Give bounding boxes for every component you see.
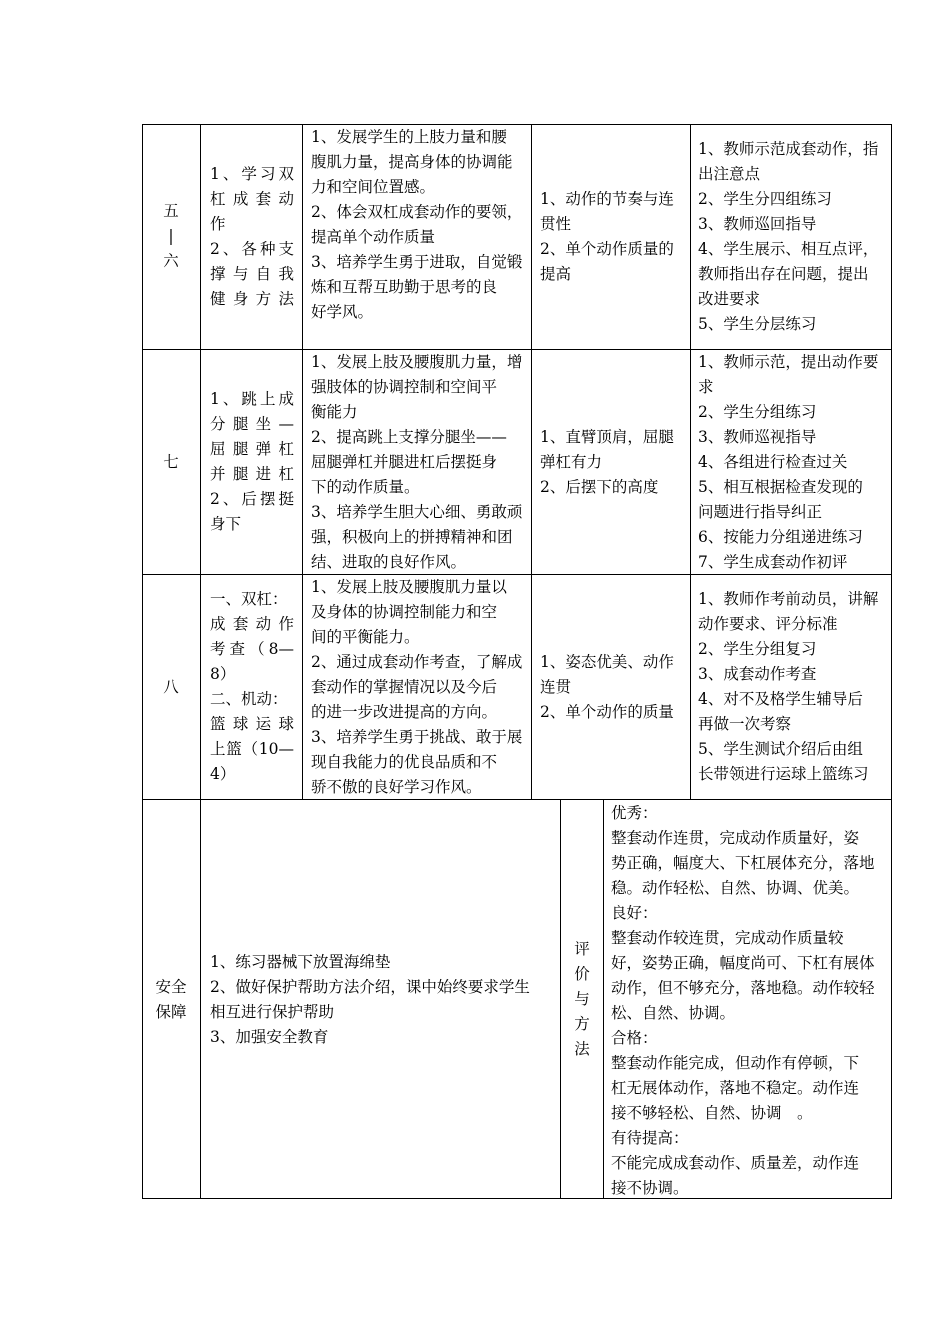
focus-line: 1、姿态优美、动作 xyxy=(540,652,674,671)
methods-line: 2、学生分组练习 xyxy=(698,402,817,421)
evaluation-line: 良好： xyxy=(611,904,658,922)
content-line: 4） xyxy=(210,765,236,783)
content-cell xyxy=(210,350,294,574)
column-divider xyxy=(302,124,303,799)
column-divider xyxy=(603,799,604,1199)
methods-line: 改进要求 xyxy=(698,289,761,308)
content-line: 2、后摆挺 xyxy=(210,490,294,508)
focus-line: 2、单个动作的质量 xyxy=(540,702,674,721)
safety-label-cell xyxy=(142,800,200,1199)
period-cell xyxy=(142,350,200,574)
evaluation-line: 好，姿势正确，幅度尚可、下杠有展体 xyxy=(611,954,875,972)
methods-line: 3、成套动作考查 xyxy=(698,665,817,683)
evaluation-line: 有待提高： xyxy=(611,1129,689,1147)
focus-line: 弹杠有力 xyxy=(540,452,603,471)
goals-line: 强，积极向上的拼搏精神和团 xyxy=(311,528,513,546)
focus-line: 提高 xyxy=(540,264,572,283)
methods-line: 5、学生测试介绍后由组 xyxy=(698,740,863,758)
safety-label: 保障 xyxy=(155,1002,187,1021)
evaluation-line: 动作，但不够充分，落地稳。动作较轻 xyxy=(611,979,875,997)
methods-line: 问题进行指导纠正 xyxy=(698,502,823,521)
methods-line: 4、学生展示、相互点评， xyxy=(698,239,879,258)
content-line: 杠成套动 xyxy=(210,189,294,208)
content-line: 一、双杠： xyxy=(210,590,288,608)
goals-line: 1、发展上肢及腰腹肌力量，增 xyxy=(311,353,523,371)
evaluation-line: 合格： xyxy=(611,1029,658,1047)
methods-line: 4、各组进行检查过关 xyxy=(698,452,848,471)
content-line: 分腿坐— xyxy=(210,415,294,433)
methods-line: 2、学生分组复习 xyxy=(698,640,817,658)
content-line: 考查（8— xyxy=(210,640,294,658)
goals-line: 提高单个动作质量 xyxy=(311,228,436,246)
evaluation-line: 整套动作能完成，但动作有停顿，下 xyxy=(611,1054,860,1072)
goals-line: 2、通过成套动作考查，了解成 xyxy=(311,653,523,671)
content-line: 作 xyxy=(210,214,226,233)
safety-items-cell xyxy=(210,800,558,1199)
methods-line: 7、学生成套动作初评 xyxy=(698,552,848,571)
goals-cell xyxy=(311,350,529,574)
safety-item: 相互进行保护帮助 xyxy=(210,1002,335,1021)
content-line: 屈腿弹杠 xyxy=(210,440,294,458)
goals-cell xyxy=(311,125,529,349)
content-line: 健身方法 xyxy=(210,289,294,308)
content-line: 篮球运球 xyxy=(210,715,294,733)
methods-line: 出注意点 xyxy=(698,164,761,183)
goals-cell xyxy=(311,575,529,799)
evaluation-label-cell xyxy=(561,800,603,1199)
focus-cell xyxy=(540,124,688,349)
evaluation-label: 方 xyxy=(574,1015,590,1033)
column-divider xyxy=(200,799,201,1199)
goals-line: 套动作的掌握情况以及今后 xyxy=(311,678,498,696)
methods-line: 教师指出存在问题，提出 xyxy=(698,264,869,283)
methods-line: 1、教师作考前动员，讲解 xyxy=(698,590,879,608)
goals-line: 1、发展学生的上肢力量和腰 xyxy=(311,128,507,146)
column-divider xyxy=(200,124,201,799)
evaluation-line: 不能完成成套动作、质量差，动作连 xyxy=(611,1154,860,1172)
goals-line: 及身体的协调控制能力和空 xyxy=(311,603,498,621)
methods-line: 5、学生分层练习 xyxy=(698,314,817,333)
evaluation-line: 整套动作较连贯，完成动作质量较 xyxy=(611,929,844,947)
content-cell xyxy=(210,124,294,349)
goals-line: 下的动作质量。 xyxy=(311,478,420,496)
evaluation-label: 法 xyxy=(574,1040,590,1058)
goals-line: 力和空间位置感。 xyxy=(311,178,436,196)
evaluation-text-cell xyxy=(611,801,890,1199)
methods-cell xyxy=(698,350,890,574)
focus-cell xyxy=(540,575,688,799)
evaluation-line: 接不协调。 xyxy=(611,1179,689,1197)
content-line: 8） xyxy=(210,665,236,683)
evaluation-label: 与 xyxy=(574,990,590,1008)
focus-cell xyxy=(540,350,688,574)
period-text: 七 xyxy=(163,452,179,471)
goals-line: 2、提高跳上支撑分腿坐—— xyxy=(311,428,507,446)
evaluation-label: 评 xyxy=(574,940,590,958)
methods-cell xyxy=(698,124,890,349)
content-line: 1、跳上成 xyxy=(210,390,294,408)
column-divider xyxy=(690,124,691,799)
goals-line: 腹肌力量，提高身体的协调能 xyxy=(311,153,513,171)
methods-line: 1、教师示范，提出动作要 xyxy=(698,352,879,371)
content-line: 成套动作 xyxy=(210,615,294,633)
column-divider xyxy=(531,124,532,799)
focus-line: 1、动作的节奏与连 xyxy=(540,189,674,208)
period-text: | xyxy=(168,227,174,245)
lesson-plan-table xyxy=(142,124,892,1199)
methods-line: 再做一次考察 xyxy=(698,715,792,733)
focus-line: 2、后摆下的高度 xyxy=(540,477,659,496)
goals-line: 的进一步改进提高的方向。 xyxy=(311,703,498,721)
evaluation-line: 接不够轻松、自然、协调 。 xyxy=(611,1104,813,1122)
goals-line: 结、进取的良好作风。 xyxy=(311,553,467,571)
goals-line: 1、发展上肢及腰腹肌力量以 xyxy=(311,578,507,596)
evaluation-line: 松、自然、协调。 xyxy=(611,1004,736,1022)
period-text: 八 xyxy=(163,677,179,696)
safety-item: 3、加强安全教育 xyxy=(210,1027,329,1046)
evaluation-line: 势正确，幅度大、下杠展体充分，落地 xyxy=(611,854,875,872)
methods-line: 3、教师巡视指导 xyxy=(698,427,817,446)
content-line: 并腿进杠 xyxy=(210,465,294,483)
safety-item: 2、做好保护帮助方法介绍，课中始终要求学生 xyxy=(210,977,530,996)
evaluation-line: 杠无展体动作，落地不稳定。动作连 xyxy=(611,1079,860,1097)
methods-line: 4、对不及格学生辅导后 xyxy=(698,690,863,708)
content-line: 撑与自我 xyxy=(210,264,294,283)
goals-line: 3、培养学生胆大心细、勇敢顽 xyxy=(311,503,523,521)
period-text: 五 xyxy=(163,202,179,220)
goals-line: 衡能力 xyxy=(311,403,358,421)
goals-line: 屈腿弹杠并腿进杠后摆挺身 xyxy=(311,453,498,471)
content-line: 2、各种支 xyxy=(210,239,294,258)
content-line: 二、机动： xyxy=(210,690,288,708)
methods-line: 动作要求、评分标准 xyxy=(698,615,838,633)
focus-line: 贯性 xyxy=(540,214,572,233)
goals-line: 间的平衡能力。 xyxy=(311,628,420,646)
methods-line: 求 xyxy=(698,377,714,396)
evaluation-line: 稳。动作轻松、自然、协调、优美。 xyxy=(611,879,860,897)
evaluation-line: 整套动作连贯，完成动作质量好，姿 xyxy=(611,829,860,847)
methods-line: 1、教师示范成套动作，指 xyxy=(698,139,879,158)
evaluation-line: 优秀： xyxy=(611,804,658,822)
period-cell xyxy=(142,124,200,349)
methods-line: 2、学生分四组练习 xyxy=(698,189,832,208)
period-cell xyxy=(142,575,200,799)
content-cell xyxy=(210,575,294,799)
safety-label: 安全 xyxy=(155,977,187,996)
evaluation-label: 价 xyxy=(574,965,590,983)
content-line: 身下 xyxy=(210,515,242,533)
period-text: 六 xyxy=(163,252,179,270)
goals-line: 3、培养学生勇于挑战、敢于展 xyxy=(311,728,523,746)
goals-line: 现自我能力的优良品质和不 xyxy=(311,753,498,771)
focus-line: 1、直臂顶肩，屈腿 xyxy=(540,427,674,446)
methods-line: 3、教师巡回指导 xyxy=(698,214,817,233)
content-line: 上篮（10— xyxy=(210,740,294,758)
methods-line: 5、相互根据检查发现的 xyxy=(698,477,863,496)
methods-cell xyxy=(698,575,890,799)
goals-line: 好学风。 xyxy=(311,303,374,321)
focus-line: 2、单个动作质量的 xyxy=(540,239,674,258)
goals-line: 3、培养学生勇于进取，自觉锻 xyxy=(311,253,523,271)
goals-line: 骄不傲的良好学习作风。 xyxy=(311,778,482,796)
methods-line: 长带领进行运球上篮练习 xyxy=(698,765,869,783)
safety-item: 1、练习器械下放置海绵垫 xyxy=(210,952,391,971)
goals-line: 2、体会双杠成套动作的要领， xyxy=(311,203,523,221)
goals-line: 炼和互帮互助勤于思考的良 xyxy=(311,278,498,296)
content-line: 1、学习双 xyxy=(210,164,294,183)
goals-line: 强肢体的协调控制和空间平 xyxy=(311,378,498,396)
focus-line: 连贯 xyxy=(540,677,572,696)
methods-line: 6、按能力分组递进练习 xyxy=(698,527,863,546)
